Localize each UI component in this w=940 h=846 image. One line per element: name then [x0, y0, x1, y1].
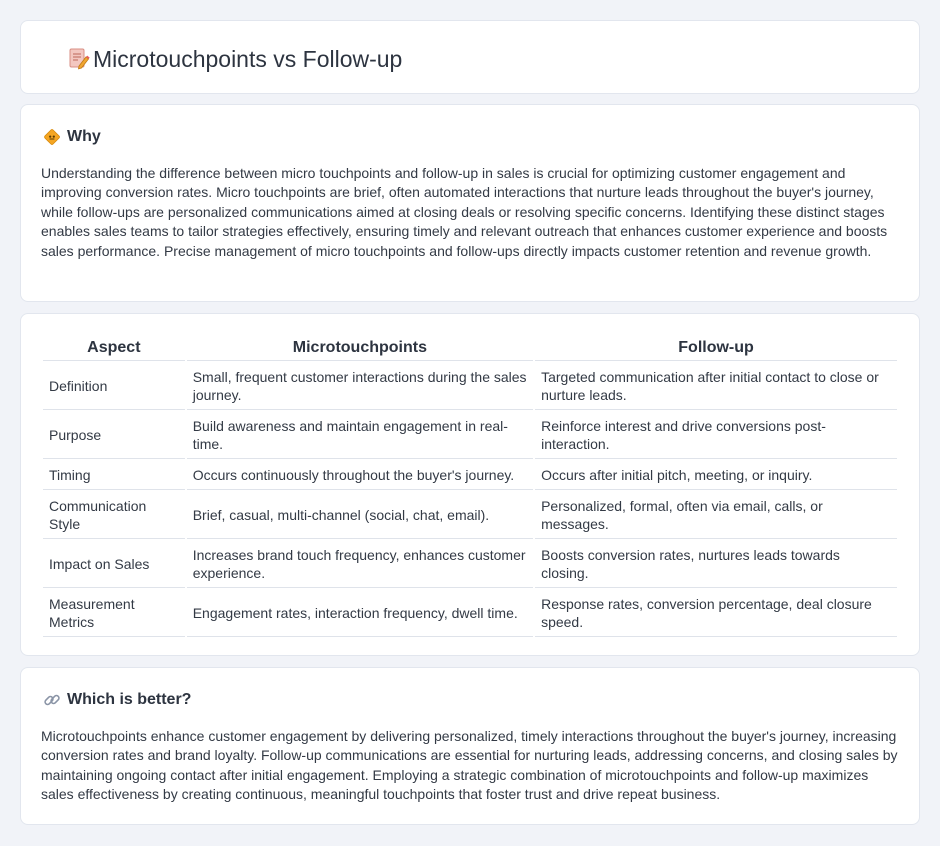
aspect-cell: Measurement Metrics: [43, 590, 185, 637]
follow-cell: Response rates, conversion percentage, deal closure speed.: [535, 590, 897, 637]
document-pencil-icon: [66, 46, 92, 72]
follow-cell: Boosts conversion rates, nurtures leads towards closing.: [535, 541, 897, 588]
page-title: Microtouchpoints vs Follow-up: [93, 46, 403, 72]
why-heading: Why: [67, 128, 101, 145]
title-card: [20, 20, 920, 94]
table-row: [43, 461, 897, 490]
micro-cell: Small, frequent customer interactions during the sales journey.: [187, 363, 533, 410]
diamond-sign-icon: [43, 128, 61, 146]
better-text: Microtouchpoints enhance customer engagement by delivering personalized, timely interactions throughout the buyer's journey, increasing conversion rates and brand loyalty. Follow-up communications are essential for nurturing leads, addressing concerns, and closing sales by maintaining ongoing contact after initial engagement. Employing a strategic combination of microtouchpoints and follow-up maximizes sales effectiveness by creating continuous, meaningful touchpoints that foster trust and drive repeat business.: [41, 728, 898, 803]
table-row: [43, 492, 897, 539]
follow-cell: Targeted communication after initial contact to close or nurture leads.: [535, 363, 897, 410]
micro-cell: Engagement rates, interaction frequency, dwell time.: [187, 590, 533, 637]
which-better-section: [20, 667, 920, 825]
micro-cell: Build awareness and maintain engagement in real-time.: [187, 412, 533, 459]
table-row: [43, 412, 897, 459]
aspect-cell: Purpose: [43, 412, 185, 459]
why-heading-row: [43, 127, 101, 147]
header-aspect: Aspect: [43, 336, 185, 361]
micro-cell: Increases brand touch frequency, enhances customer experience.: [187, 541, 533, 588]
follow-cell: Personalized, formal, often via email, calls, or messages.: [535, 492, 897, 539]
better-heading: Which is better?: [67, 691, 192, 708]
aspect-cell: Definition: [43, 363, 185, 410]
micro-cell: Brief, casual, multi-channel (social, chat, email).: [187, 492, 533, 539]
aspect-cell: Impact on Sales: [43, 541, 185, 588]
link-icon: [43, 691, 61, 709]
comparison-table: [41, 334, 899, 639]
aspect-cell: Communication Style: [43, 492, 185, 539]
follow-cell: Reinforce interest and drive conversions post-interaction.: [535, 412, 897, 459]
why-text: Understanding the difference between micro touchpoints and follow-up in sales is crucial for optimizing customer engagement and improving conversion rates. Micro touchpoints are brief, often automated interactions that nurture leads throughout the buyer's journey, while follow-ups are personalized communications aimed at closing deals or resolving specific concerns. Identifying these distinct stages enables sales teams to tailor strategies effectively, ensuring timely and relevant outreach that enhances customer experience and boosts sales performance. Precise management of micro touchpoints and follow-ups directly impacts customer retention and revenue growth.: [41, 165, 888, 259]
header-microtouchpoints: Microtouchpoints: [187, 336, 533, 361]
micro-cell: Occurs continuously throughout the buyer's journey.: [187, 461, 533, 490]
comparison-section: [20, 313, 920, 656]
aspect-cell: Timing: [43, 461, 185, 490]
better-heading-row: [43, 690, 191, 710]
table-row: [43, 363, 897, 410]
follow-cell: Occurs after initial pitch, meeting, or inquiry.: [535, 461, 897, 490]
header-follow-up: Follow-up: [535, 336, 897, 361]
table-row: [43, 590, 897, 637]
table-header-row: [43, 336, 897, 361]
why-section: [20, 104, 920, 302]
table-row: [43, 541, 897, 588]
